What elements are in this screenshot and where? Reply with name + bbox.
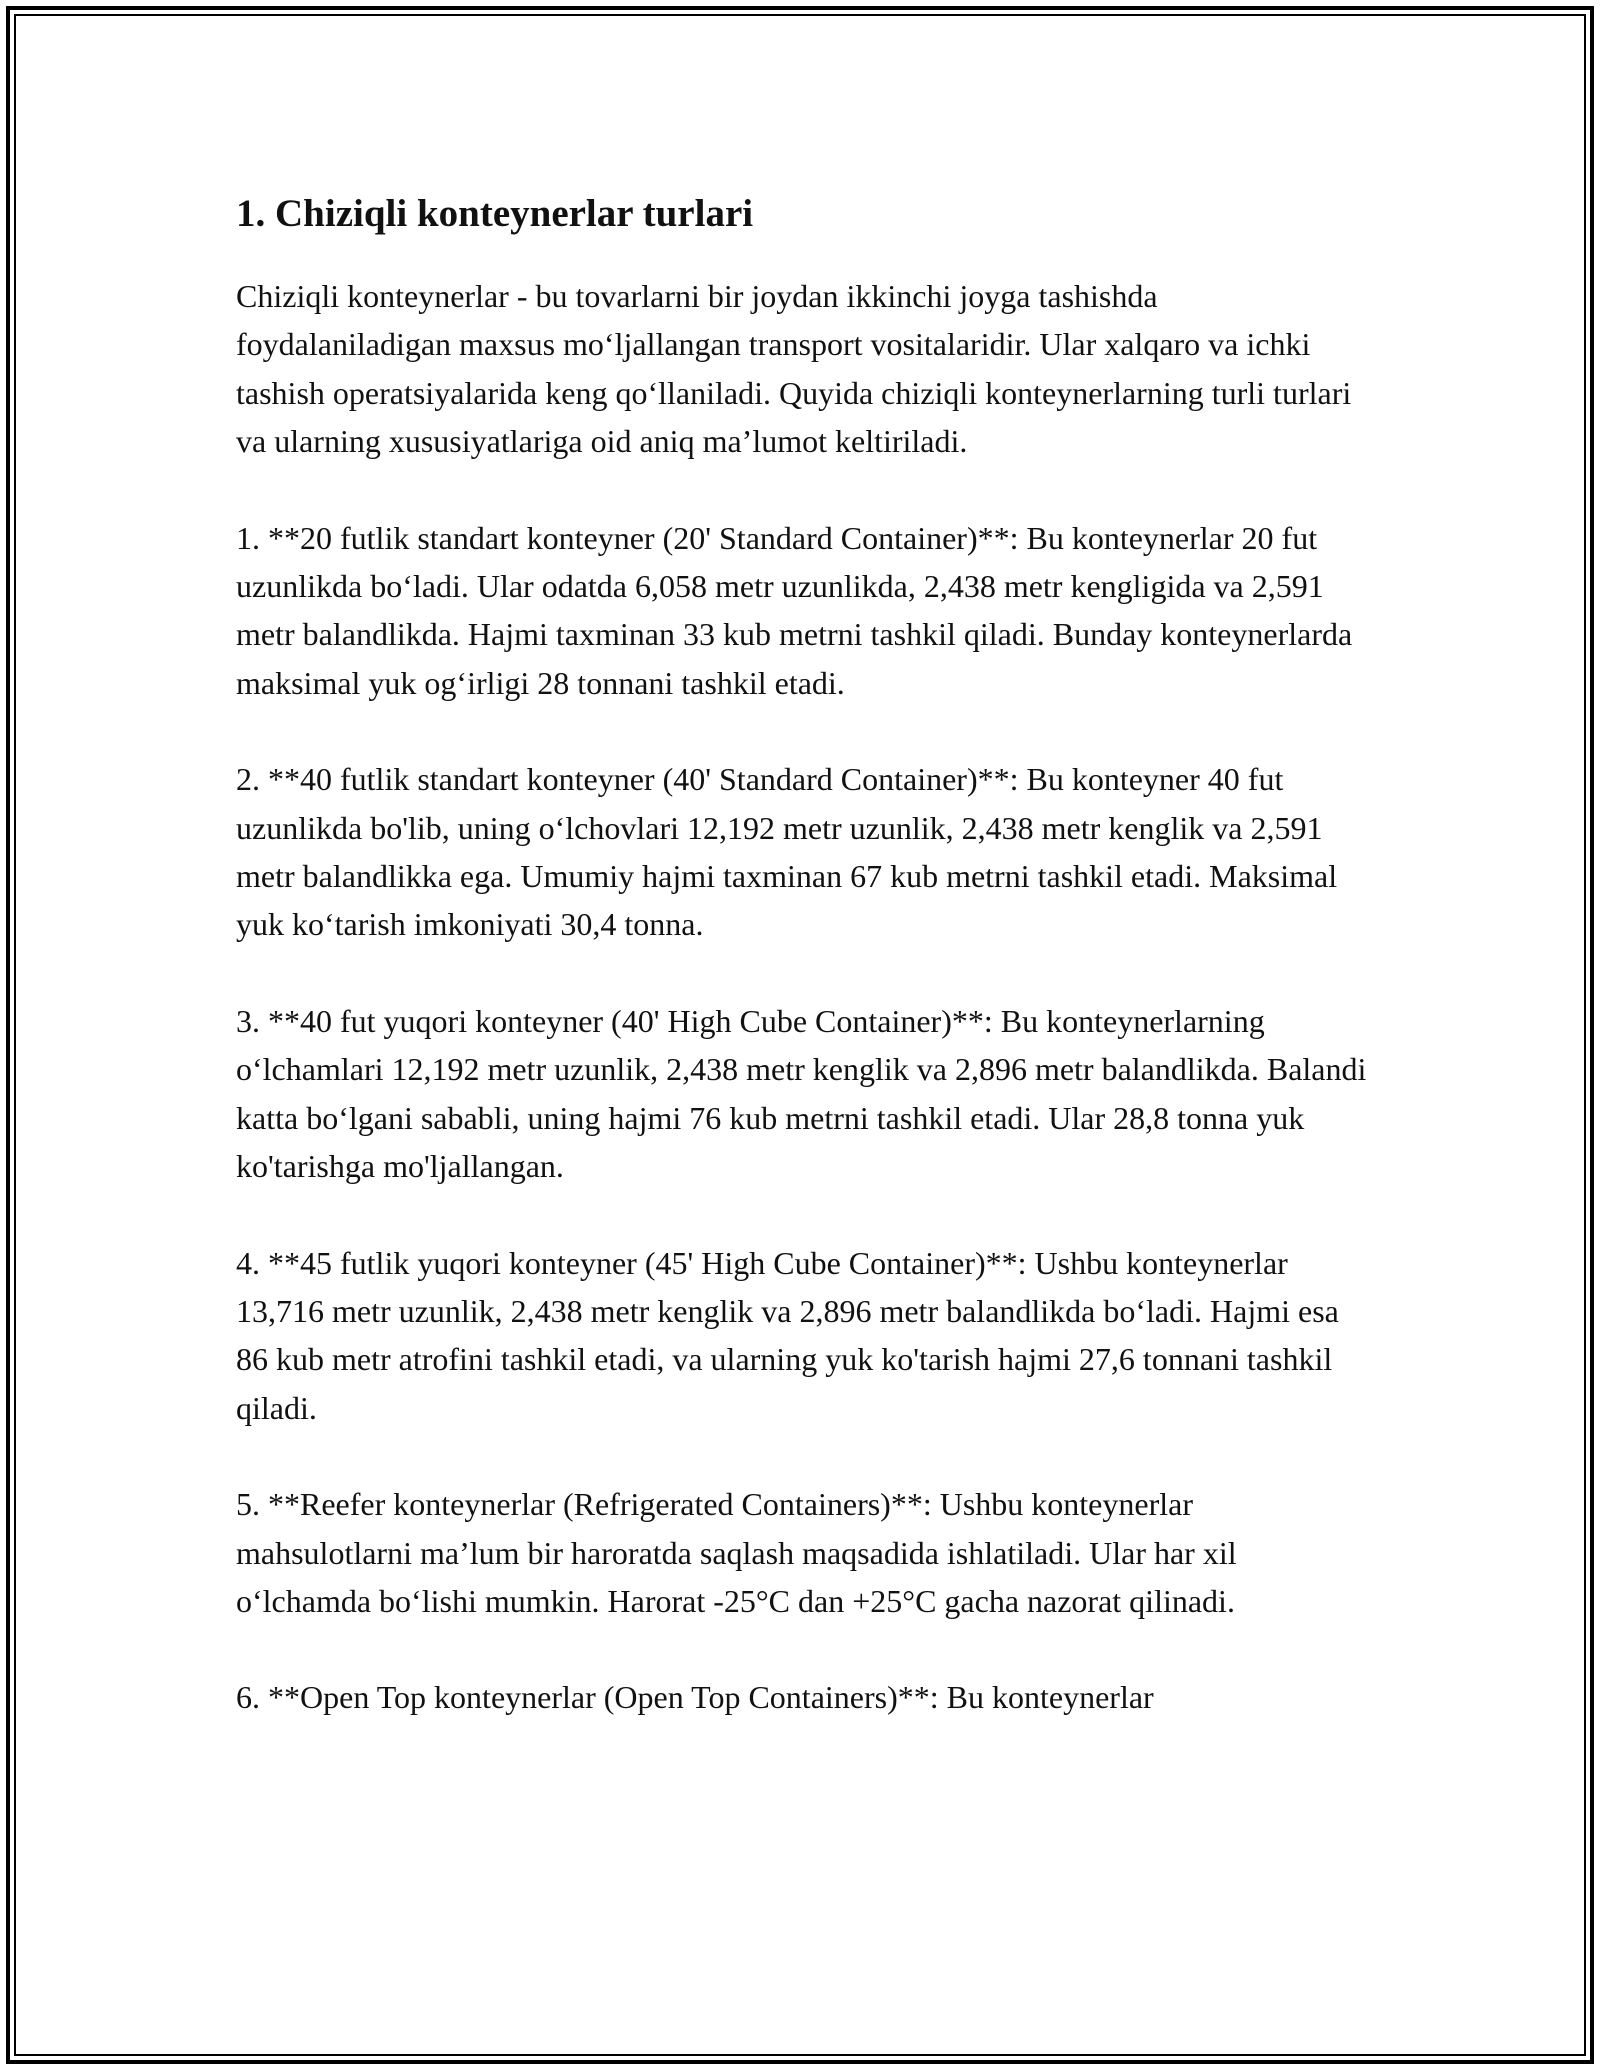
list-item-40ft-standard: 2. **40 futlik standart konteyner (40' Standard Container)**: Bu konteyner 40 fut uzunlikda bo'lib, uning o‘lchovlari 12,192 metr uzunlik, 2,438 metr kenglik va 2,591 metr balandlikka ega. Umumiy hajmi taxminan 67 kub metrni tashkil etadi. Maksimal yuk ko‘tarish imkoniyati 30,4 tonna.: [236, 761, 1338, 943]
list-item-40ft-high-cube: 3. **40 fut yuqori konteyner (40' High Cube Container)**: Bu konteynerlarning o‘lchamlari 12,192 metr uzunlik, 2,438 metr kenglik va 2,896 metr balandlikda. Balandi katta bo‘lgani sababli, uning hajmi 76 kub metrni tashkil etadi. Ular 28,8 tonna yuk ko'tarishga mo'ljallangan.: [236, 1002, 1367, 1185]
intro-paragraph: Chiziqli konteynerlar - bu tovarlarni bir joydan ikkinchi joyga tashishda foydalaniladigan maxsus mo‘ljallangan transport vositalaridir. Ular xalqaro va ichki tashish operatsiyalarida keng qo‘llaniladi. Quyida chiziqli konteynerlarning turli turlari va ularning xususiyatlariga oid aniq ma’lumot keltiriladi.: [236, 278, 1352, 460]
list-item-20ft-standard: 1. **20 futlik standart konteyner (20' Standard Container)**: Bu konteynerlar 20 fut uzunlikda bo‘ladi. Ular odatda 6,058 metr uzunlikda, 2,438 metr kengligida va 2,591 metr balandlikda. Hajmi taxminan 33 kub metrni tashkil qiladi. Bunday konteynerlarda maksimal yuk og‘irligi 28 tonnani tashkil etadi.: [236, 519, 1353, 701]
document-body: [236, 186, 1376, 1770]
section-heading: 1. Chiziqli konteynerlar turlari: [236, 192, 754, 235]
list-item-45ft-high-cube: 4. **45 futlik yuqori konteyner (45' High Cube Container)**: Ushbu konteynerlar 13,716 metr uzunlik, 2,438 metr kenglik va 2,896 metr balandlikda bo‘ladi. Hajmi esa 86 kub metr atrofini tashkil etadi, va ularning yuk ko'tarish hajmi 27,6 tonnani tashkil qiladi.: [236, 1244, 1339, 1426]
list-item-reefer: 5. **Reefer konteynerlar (Refrigerated Containers)**: Ushbu konteynerlar mahsulotlarni ma’lum bir haroratda saqlash maqsadida ishlatiladi. Ular har xil o‘lchamda bo‘lishi mumkin. Harorat -25°C dan +25°C gacha nazorat qilinadi.: [236, 1486, 1237, 1619]
list-item-open-top: 6. **Open Top konteynerlar (Open Top Containers)**: Bu konteynerlar: [236, 1679, 1154, 1716]
